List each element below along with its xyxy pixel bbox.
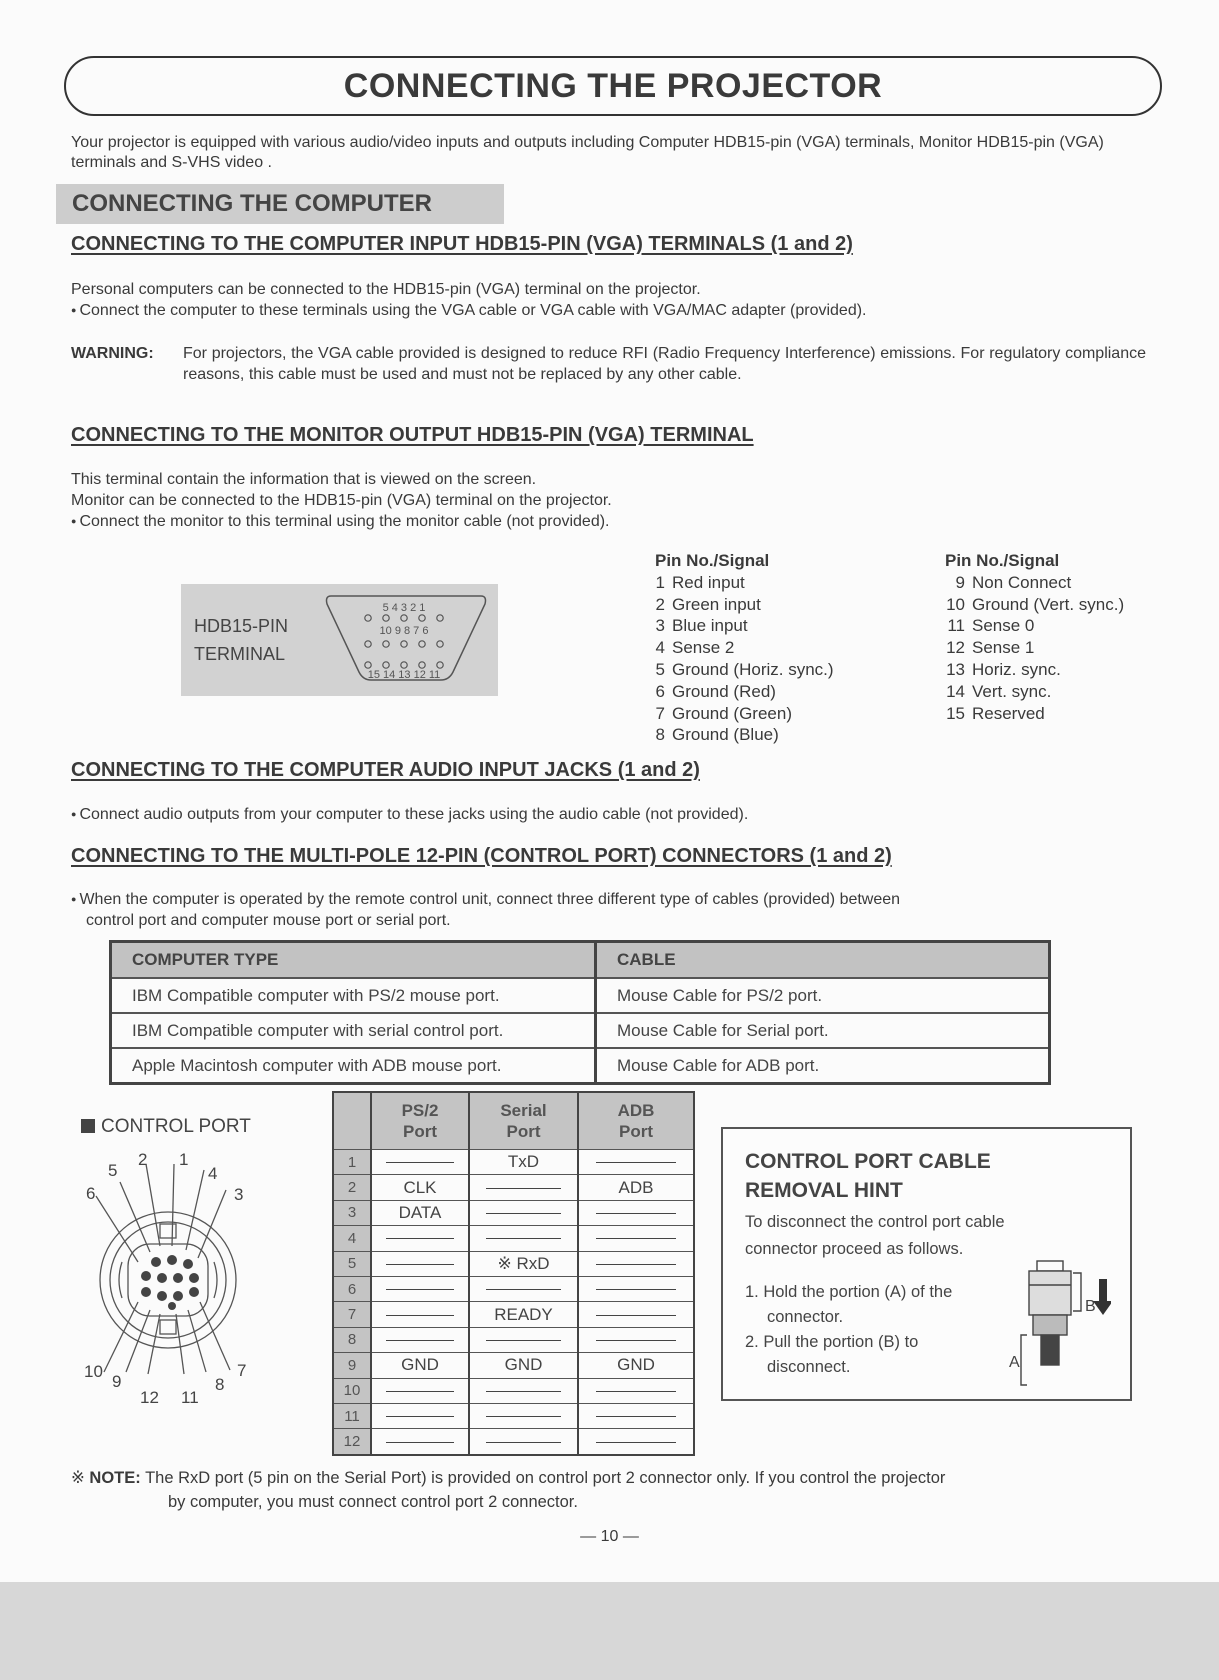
note-line1 <box>71 1466 1141 1490</box>
empty-dash <box>596 1340 676 1341</box>
serial-port-header <box>469 1092 578 1150</box>
port-signal-cell: CLK <box>371 1175 469 1200</box>
arrow-down-icon <box>1093 1279 1111 1315</box>
pin-signal-header: Pin No./Signal <box>945 551 1060 570</box>
pin-number: 9 <box>955 572 965 592</box>
port-signal-cell: ADB <box>578 1175 694 1200</box>
control-port-diagram <box>76 1146 266 1396</box>
port-signal-cell <box>578 1327 694 1352</box>
port-signal-cell <box>371 1226 469 1251</box>
pin-signal-row <box>655 637 834 659</box>
empty-dash <box>596 1162 676 1163</box>
table-row <box>111 1048 1050 1084</box>
port-signal-cell <box>469 1276 578 1301</box>
hdb-label-line2: TERMINAL <box>194 644 286 664</box>
port-signal-cell: DATA <box>371 1200 469 1225</box>
computer-type-cell: Apple Macintosh computer with ADB mouse port. <box>111 1048 596 1084</box>
adb-header-line2: Port <box>619 1122 653 1141</box>
hdb15-terminal-diagram <box>181 584 498 696</box>
cable-cell: Mouse Cable for PS/2 port. <box>596 978 1050 1013</box>
port-signal-cell <box>578 1378 694 1403</box>
vga-input-bullet: ● Connect the computer to these terminals using the VGA cable or VGA cable with VGA/MAC adapter (provided). <box>71 300 867 321</box>
control-pin-9: 9 <box>112 1372 122 1391</box>
monitor-output-heading: CONNECTING TO THE MONITOR OUTPUT HDB15-PIN (VGA) TERMINAL <box>71 424 754 446</box>
control-pin-2: 2 <box>138 1150 148 1169</box>
port-signal-cell <box>578 1200 694 1225</box>
hint-desc-line2: connector proceed as follows. <box>745 1240 964 1258</box>
square-bullet-icon <box>81 1119 95 1133</box>
serial-header-line1: Serial <box>500 1101 547 1120</box>
page-bottom-shade <box>0 1582 1219 1680</box>
table-row <box>333 1429 694 1455</box>
page-number: — 10 — <box>580 1528 639 1545</box>
empty-dash <box>386 1162 453 1163</box>
port-signal-cell <box>469 1429 578 1455</box>
table-row <box>333 1150 694 1175</box>
cable-table-header: CABLE <box>596 942 1050 979</box>
pin-signal-row <box>945 659 1124 681</box>
pin-signal-row <box>945 594 1124 616</box>
empty-dash <box>386 1238 453 1239</box>
pin-signal-name: Reserved <box>972 703 1045 723</box>
empty-dash <box>386 1315 453 1316</box>
hint-label-a: A <box>1009 1354 1020 1371</box>
hint-step2-line2: disconnect. <box>767 1358 851 1376</box>
port-signal-cell <box>371 1403 469 1428</box>
empty-dash <box>486 1213 561 1214</box>
port-signal-cell: GND <box>469 1353 578 1378</box>
note-text-line2: by computer, you must connect control port 2 connector. <box>168 1493 578 1511</box>
empty-dash <box>486 1238 561 1239</box>
empty-dash <box>596 1264 676 1265</box>
warning-text: For projectors, the VGA cable provided is designed to reduce RFI (Radio Frequency Interference) emissions. For regulatory compliance reasons, this cable must be used and must not be replaced by any other cable. <box>183 345 1146 383</box>
pin-signal-list-right <box>945 550 1124 724</box>
table-row <box>333 1378 694 1403</box>
pin-signal-name: Green input <box>672 594 761 614</box>
warning-label: WARNING: <box>71 345 154 362</box>
control-pin-1: 1 <box>179 1150 189 1169</box>
control-bullet-line2: control port and computer mouse port or serial port. <box>86 912 451 929</box>
pin-signal-list-left <box>655 550 834 746</box>
pin-number-cell: 7 <box>333 1302 371 1327</box>
page-title: CONNECTING THE PROJECTOR <box>64 56 1162 116</box>
vga-connector-drawing <box>181 584 498 696</box>
vga-input-heading: CONNECTING TO THE COMPUTER INPUT HDB15-PIN (VGA) TERMINALS (1 and 2) <box>71 233 853 255</box>
table-row <box>333 1353 694 1378</box>
pin-signal-name: Ground (Green) <box>672 703 792 723</box>
empty-dash <box>596 1416 676 1417</box>
pin-number-header <box>333 1092 371 1150</box>
control-pin-5: 5 <box>108 1161 118 1180</box>
pin-signal-row <box>655 724 834 746</box>
table-row <box>333 1200 694 1225</box>
empty-dash <box>596 1289 676 1290</box>
note-text-line1: The RxD port (5 pin on the Serial Port) is provided on control port 2 connector only. If you control the projector <box>145 1469 946 1487</box>
pin-signal-header: Pin No./Signal <box>655 551 770 570</box>
ps2-port-header <box>371 1092 469 1150</box>
control-port-pin-table <box>332 1091 695 1456</box>
warning-block <box>71 343 1146 385</box>
pin-signal-name: Ground (Red) <box>672 681 776 701</box>
cable-cell: Mouse Cable for Serial port. <box>596 1013 1050 1048</box>
ps2-header-line1: PS/2 <box>401 1101 439 1120</box>
port-signal-cell <box>578 1403 694 1428</box>
empty-dash <box>596 1213 676 1214</box>
control-pin-10: 10 <box>84 1362 103 1381</box>
control-bullet-line1: ● When the computer is operated by the remote control unit, connect three different type of cables (provided) between <box>71 889 900 910</box>
pin-signal-row <box>655 681 834 703</box>
port-signal-cell <box>371 1429 469 1455</box>
port-signal-cell <box>578 1150 694 1175</box>
pin-number: 12 <box>946 638 965 658</box>
port-signal-cell: READY <box>469 1302 578 1327</box>
empty-dash <box>596 1391 676 1392</box>
pin-number: 10 <box>946 594 965 614</box>
pin-signal-name: Ground (Horiz. sync.) <box>672 659 834 679</box>
removal-hint-box <box>721 1127 1132 1401</box>
pin-number: 2 <box>655 594 665 614</box>
empty-dash <box>596 1315 676 1316</box>
control-pin-6: 6 <box>86 1184 96 1203</box>
table-row <box>333 1327 694 1352</box>
port-signal-cell <box>578 1251 694 1276</box>
empty-dash <box>486 1340 561 1341</box>
pin-signal-name: Blue input <box>672 616 748 636</box>
pin-number: 8 <box>655 725 665 745</box>
table-row <box>111 978 1050 1013</box>
cable-type-table <box>109 940 1051 1085</box>
pin-signal-row <box>945 703 1124 725</box>
pin-number-cell: 4 <box>333 1226 371 1251</box>
port-signal-cell: TxD <box>469 1150 578 1175</box>
hint-step1-line2: connector. <box>767 1308 844 1326</box>
hint-title-line1: CONTROL PORT CABLE <box>745 1150 991 1173</box>
port-signal-cell <box>469 1378 578 1403</box>
hint-step-2 <box>745 1330 918 1380</box>
port-signal-cell <box>469 1200 578 1225</box>
pin-number: 4 <box>655 638 665 658</box>
pin-number: 3 <box>655 616 665 636</box>
hint-title-line2: REMOVAL HINT <box>745 1179 903 1202</box>
empty-dash <box>596 1238 676 1239</box>
empty-dash <box>486 1416 561 1417</box>
vga-input-text: Personal computers can be connected to the HDB15-pin (VGA) terminal on the projector. <box>71 281 701 298</box>
pin-signal-row <box>655 703 834 725</box>
serial-header-line2: Port <box>506 1122 541 1141</box>
control-pin-4: 4 <box>208 1164 218 1183</box>
pin-signal-row <box>655 594 834 616</box>
vga-pin-row1: 5 4 3 2 1 <box>382 602 426 614</box>
pin-signal-name: Non Connect <box>972 572 1072 592</box>
pin-number-cell: 5 <box>333 1251 371 1276</box>
port-signal-cell <box>469 1175 578 1200</box>
computer-type-cell: IBM Compatible computer with PS/2 mouse port. <box>111 978 596 1013</box>
vga-pin-row3: 15 14 13 12 11 <box>367 669 441 681</box>
pin-number-cell: 2 <box>333 1175 371 1200</box>
port-signal-cell <box>371 1378 469 1403</box>
pin-signal-name: Red input <box>672 572 745 592</box>
pin-number: 5 <box>655 659 665 679</box>
table-row <box>333 1226 694 1251</box>
control-pin-12: 12 <box>140 1388 159 1407</box>
pin-number: 7 <box>655 703 665 723</box>
table-row <box>333 1276 694 1301</box>
hint-step1-line1: 1. Hold the portion (A) of the <box>745 1283 953 1301</box>
section-heading: CONNECTING THE COMPUTER <box>56 184 504 224</box>
pin-number: 11 <box>947 616 965 636</box>
empty-dash <box>386 1340 453 1341</box>
audio-bullet: ● Connect audio outputs from your computer to these jacks using the audio cable (not provided). <box>71 804 748 825</box>
monitor-bullet: ● Connect the monitor to this terminal using the monitor cable (not provided). <box>71 511 609 532</box>
note-label: NOTE: <box>89 1469 141 1487</box>
port-signal-cell <box>469 1327 578 1352</box>
pin-signal-row <box>655 615 834 637</box>
table-row <box>111 1013 1050 1048</box>
pin-number-cell: 12 <box>333 1429 371 1455</box>
port-signal-cell: GND <box>578 1353 694 1378</box>
empty-dash <box>386 1264 453 1265</box>
empty-dash <box>386 1416 453 1417</box>
cable-table-header: COMPUTER TYPE <box>111 942 596 979</box>
port-signal-cell <box>469 1403 578 1428</box>
pin-number: 15 <box>946 703 965 723</box>
cable-cell: Mouse Cable for ADB port. <box>596 1048 1050 1084</box>
pin-number: 6 <box>655 681 665 701</box>
hint-label-b: B <box>1085 1298 1096 1315</box>
control-port-label-text: CONTROL PORT <box>101 1116 251 1137</box>
note-mark-icon: ※ <box>71 1469 85 1487</box>
pin-number: 13 <box>946 659 965 679</box>
pin-signal-row <box>655 659 834 681</box>
hdb-label-line1: HDB15-PIN <box>194 616 289 636</box>
port-signal-cell <box>578 1276 694 1301</box>
note-block <box>71 1466 1141 1514</box>
control-heading: CONNECTING TO THE MULTI-POLE 12-PIN (CONTROL PORT) CONNECTORS (1 and 2) <box>71 845 892 867</box>
pin-number-cell: 10 <box>333 1378 371 1403</box>
table-row <box>333 1302 694 1327</box>
pin-signal-row <box>945 637 1124 659</box>
pin-signal-name: Ground (Blue) <box>672 725 779 745</box>
pin-number: 1 <box>655 572 665 592</box>
pin-number-cell: 9 <box>333 1353 371 1378</box>
pin-signal-row <box>945 615 1124 637</box>
computer-type-cell: IBM Compatible computer with serial control port. <box>111 1013 596 1048</box>
port-signal-cell: GND <box>371 1353 469 1378</box>
port-signal-cell <box>371 1150 469 1175</box>
pin-signal-name: Sense 0 <box>972 616 1035 636</box>
table-row <box>333 1251 694 1276</box>
control-port-label <box>81 1116 251 1138</box>
audio-heading: CONNECTING TO THE COMPUTER AUDIO INPUT JACKS (1 and 2) <box>71 759 700 781</box>
port-signal-cell <box>371 1251 469 1276</box>
pin-number-cell: 1 <box>333 1150 371 1175</box>
control-pin-3: 3 <box>234 1185 244 1204</box>
pin-number-cell: 11 <box>333 1403 371 1428</box>
monitor-text-2: Monitor can be connected to the HDB15-pin (VGA) terminal on the projector. <box>71 492 612 509</box>
pin-signal-row <box>945 681 1124 703</box>
pin-number-cell: 6 <box>333 1276 371 1301</box>
port-signal-cell <box>371 1276 469 1301</box>
adb-header-line1: ADB <box>617 1101 655 1120</box>
ps2-header-line2: Port <box>403 1122 437 1141</box>
pin-signal-name: Vert. sync. <box>972 681 1052 701</box>
hint-title <box>745 1147 991 1205</box>
control-pin-7: 7 <box>237 1361 247 1380</box>
pin-number: 14 <box>946 681 965 701</box>
port-signal-cell <box>371 1302 469 1327</box>
port-signal-cell <box>578 1429 694 1455</box>
hint-step2-line1: 2. Pull the portion (B) to <box>745 1333 919 1351</box>
port-signal-cell: ※ RxD <box>469 1251 578 1276</box>
pin-number-cell: 8 <box>333 1327 371 1352</box>
pin-signal-row <box>945 572 1124 594</box>
empty-dash <box>486 1188 561 1189</box>
empty-dash <box>386 1442 453 1443</box>
table-row <box>333 1175 694 1200</box>
port-signal-cell <box>578 1226 694 1251</box>
empty-dash <box>486 1391 561 1392</box>
vga-pin-row2: 10 9 8 7 6 <box>379 625 429 637</box>
empty-dash <box>596 1442 676 1443</box>
connector-removal-drawing <box>1001 1249 1111 1389</box>
port-signal-cell <box>371 1327 469 1352</box>
pin-signal-name: Sense 2 <box>672 638 735 658</box>
table-row <box>333 1403 694 1428</box>
pin-signal-name: Sense 1 <box>972 638 1035 658</box>
pin-signal-name: Ground (Vert. sync.) <box>972 594 1125 614</box>
adb-port-header <box>578 1092 694 1150</box>
hint-step-1 <box>745 1280 952 1330</box>
pin-number-cell: 3 <box>333 1200 371 1225</box>
port-signal-cell <box>578 1302 694 1327</box>
empty-dash <box>486 1289 561 1290</box>
empty-dash <box>486 1442 561 1443</box>
pin-signal-name: Horiz. sync. <box>972 659 1061 679</box>
intro-text: Your projector is equipped with various audio/video inputs and outputs including Computer HDB15-pin (VGA) terminals, Monitor HDB15-pin (VGA) terminals and S-VHS video . <box>71 134 1104 171</box>
control-pin-8: 8 <box>215 1375 225 1394</box>
monitor-text-1: This terminal contain the information that is viewed on the screen. <box>71 471 537 488</box>
hint-desc-line1: To disconnect the control port cable <box>745 1213 1005 1231</box>
empty-dash <box>386 1289 453 1290</box>
port-signal-cell <box>469 1226 578 1251</box>
empty-dash <box>386 1391 453 1392</box>
pin-signal-row <box>655 572 834 594</box>
control-pin-11: 11 <box>181 1388 199 1407</box>
